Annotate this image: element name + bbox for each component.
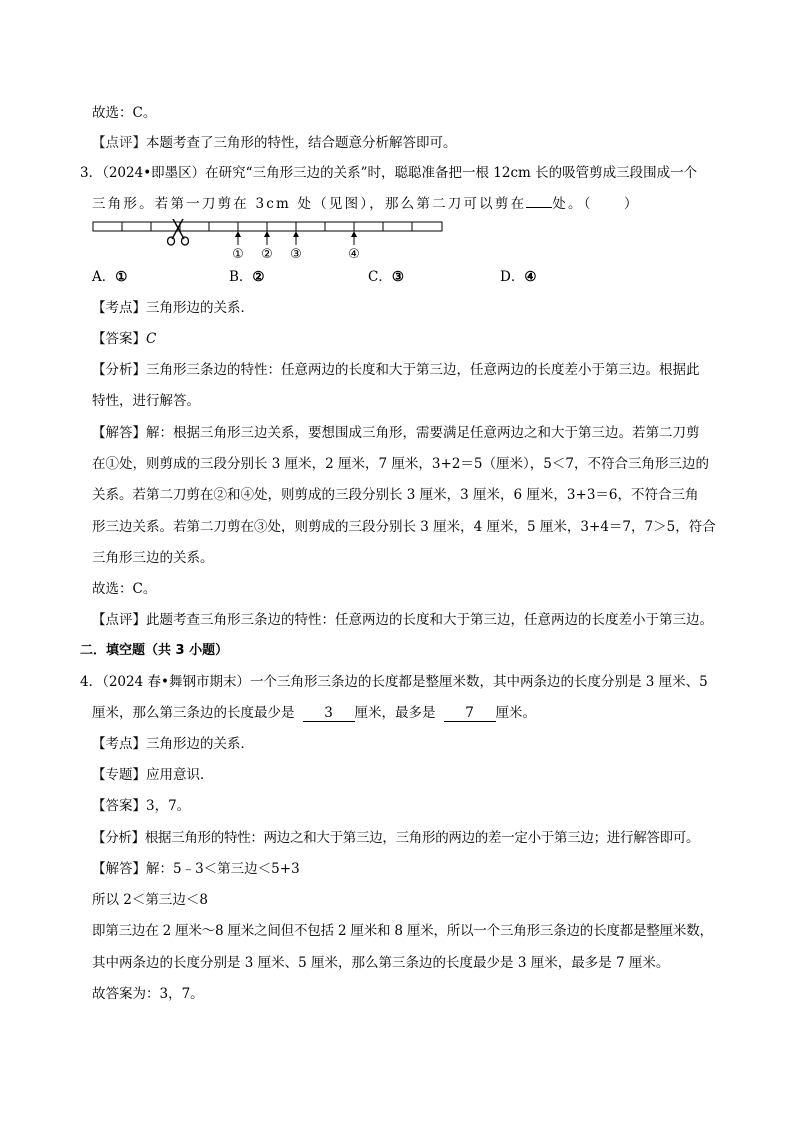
option-d[interactable] [500,268,536,286]
q4-solution-line1 [92,860,300,878]
q4-stem-text-1: 一个三角形三条边的长度都是整厘米数，其中两条边的长度分别是 3 厘米、5 [249,674,708,690]
q3-number: 3． [80,165,103,181]
q4-stem-line1 [80,673,708,691]
solution-tag: 【解答】 [92,861,146,877]
q4-solution-line2: 所以 2＜第三边＜8 [92,892,208,908]
solution-tag: 【解答】 [92,425,146,441]
marker-label-4: ④ [348,247,360,262]
option-c[interactable] [368,268,404,286]
q4-kaodian [92,735,254,753]
arrow-marker-1 [232,231,244,262]
q3-answer [92,330,156,348]
q3-source: （2024•即墨区） [102,165,206,181]
analysis-text: 根据三角形的特性：两边之和大于第三边，三角形的两边的差一定小于第三边；进行解答即可。 [144,830,700,846]
review-text: 本题考查了三角形的特性，结合题意分析解答即可。 [146,135,457,151]
q3-solution-line5: 三角形三边的关系。 [92,550,214,566]
option-c-label: C． [368,269,392,285]
q3-stem-text-1: 在研究“三角形三边的关系”时，聪聪准备把一根 12cm 长的吸管剪成三段围成一个 [205,165,698,181]
q3-stem-text-2a: 三角形。若第一刀剪在 3cm 处（见图），那么第二刀可以剪在 [92,196,527,212]
answer-tag: 【答案】 [92,798,146,814]
kaodian-tag: 【考点】 [92,736,146,752]
option-b-label: B． [229,269,253,285]
q3-solution-line4: 形三边关系。若第二刀剪在③处，则剪成的三段分别长 3 厘米，4 厘米，5 厘米，3+4＝7，7＞5，符合 [92,519,716,535]
option-d-label: D． [500,269,525,285]
q4-zhuanti [92,766,214,784]
q3-solution-line2: 在①处，则剪成的三段分别长 3 厘米，2 厘米，7 厘米，3+2＝5（厘米），5＜7，不符合三角形三边的 [92,456,709,472]
straw-figure [90,219,450,263]
q2-choice: 故选：C。 [92,105,157,121]
q3-choice: 故选：C。 [92,581,157,597]
option-d-value: ④ [524,269,537,285]
q3-analysis-line2: 特性，进行解答。 [92,393,200,409]
q4-stem-text-2a: 厘米，那么第三条边的长度最少是 [92,705,295,721]
q4-blank-1: 3 [303,705,355,722]
solution-text-1: 解：根据三角形三边关系，要想围成三角形，需要满足任意两边之和大于第三边。若第二刀剪 [146,425,700,441]
marker-label-3: ③ [290,247,302,262]
answer-tag: 【答案】 [92,331,146,347]
option-a-label: A． [92,269,116,285]
zhuanti-tag: 【专题】 [92,767,146,783]
q3-stem-line1 [80,164,697,182]
q3-blank [526,207,552,208]
review-text: 此题考查三角形三条边的特性：任意两边的长度和大于第三边，任意两边的长度差小于第三边。 [146,612,713,628]
analysis-tag: 【分析】 [92,830,145,846]
option-b-value: ② [252,269,265,285]
q4-stem-line2 [92,704,536,722]
q3-kaodian [92,299,254,317]
answer-text: 3，7。 [146,798,191,814]
q4-stem-text-2b: 厘米，最多是 [354,705,436,721]
q3-stem-text-2b: 处。（ ） [552,196,640,212]
zhuanti-text: 应用意识． [146,767,214,783]
q4-number: 4． [80,674,103,690]
solution-text-1: 解：5﹣3＜第三边＜5+3 [146,861,300,877]
q3-stem-line2 [92,195,640,213]
arrow-marker-3 [290,231,302,262]
q3-analysis-line1 [92,361,700,379]
analysis-text-1: 三角形三条边的特性：任意两边的长度和大于第三边，任意两边的长度差小于第三边。根据此 [146,362,700,378]
kaodian-text: 三角形边的关系． [146,736,254,752]
q4-final-answer: 故答案为：3，7。 [92,986,204,1002]
q4-stem-text-2c: 厘米。 [495,705,536,721]
arrow-marker-4 [348,231,360,262]
option-a[interactable] [92,268,127,286]
q4-answer [92,797,190,815]
review-tag: 【点评】 [92,135,146,151]
review-tag: 【点评】 [92,612,146,628]
q4-analysis [92,829,699,847]
arrow-marker-2 [261,231,273,262]
marker-label-2: ② [261,247,273,262]
option-c-value: ③ [391,269,404,285]
q2-review [92,134,457,152]
q4-solution-line3: 即第三边在 2 厘米～8 厘米之间但不包括 2 厘米和 8 厘米，所以一个三角形三条边的长度都是整厘米数， [92,923,713,939]
q3-review [92,611,713,629]
option-a-value: ① [115,269,128,285]
marker-label-1: ① [232,247,244,262]
q4-solution-line4: 其中两条边的长度分别是 3 厘米、5 厘米，那么第三条边的长度最少是 3 厘米，最多是 7 厘米。 [92,955,670,971]
q3-solution-line1 [92,424,700,442]
kaodian-text: 三角形边的关系． [146,300,254,316]
analysis-tag: 【分析】 [92,362,146,378]
answer-text: C [146,331,157,347]
kaodian-tag: 【考点】 [92,300,146,316]
q4-source: （2024 春•舞钢市期末） [102,674,250,690]
option-b[interactable] [229,268,265,286]
section-heading: 二．填空题（共 3 小题） [80,643,229,658]
q3-solution-line3: 关系。若第二刀剪在②和④处，则剪成的三段分别长 3 厘米，3 厘米，6 厘米，3+3＝6，不符合三角 [92,487,699,503]
q4-blank-2: 7 [444,705,496,722]
